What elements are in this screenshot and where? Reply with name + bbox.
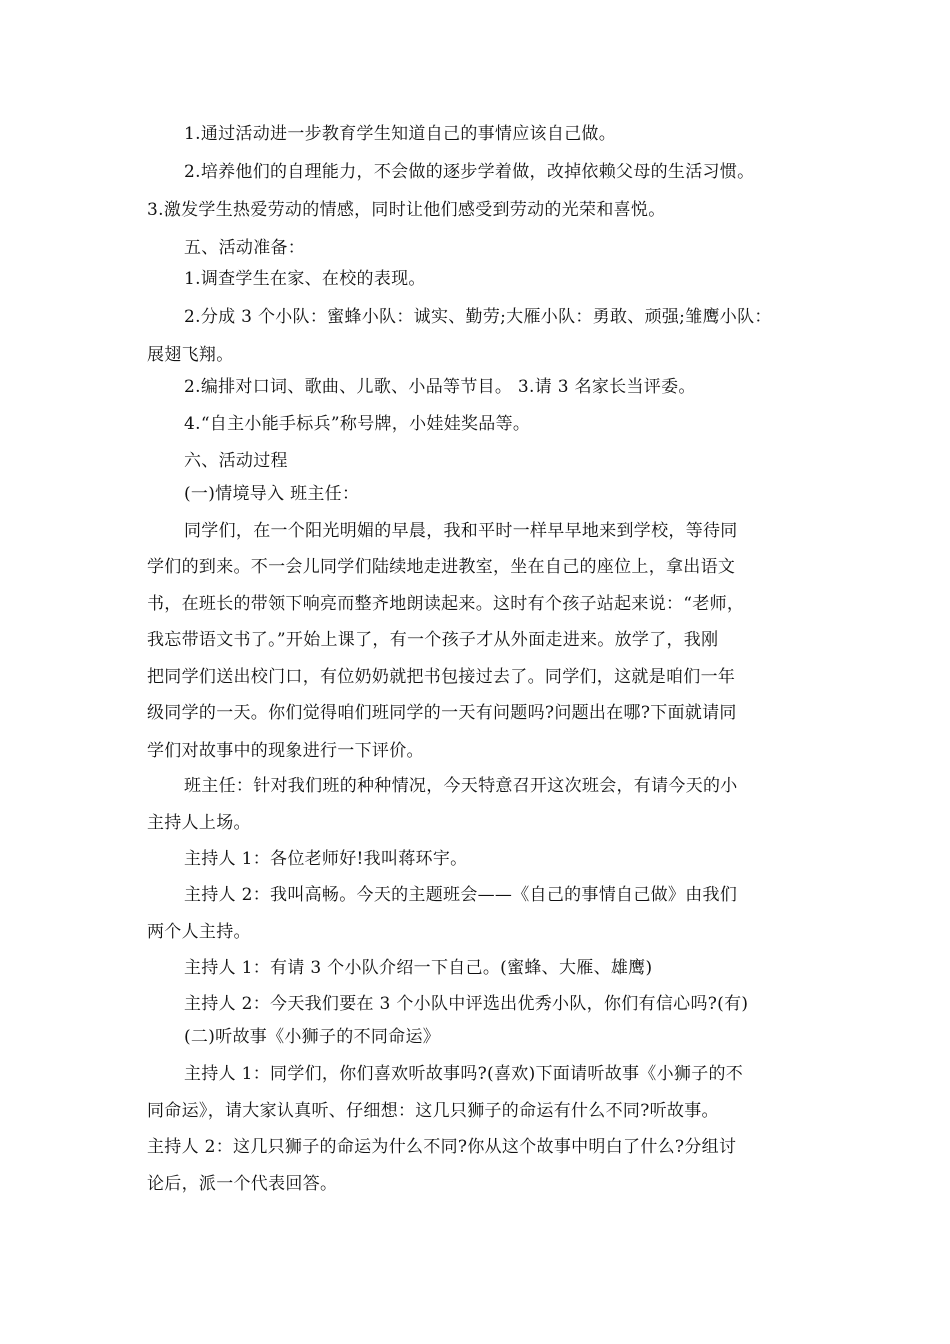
teacher-line-1: 班主任：针对我们班的种种情况，今天特意召开这次班会，有请今天的小 — [184, 776, 738, 796]
story-line-6: 级同学的一天。你们觉得咱们班同学的一天有问题吗?问题出在哪?下面就请同 — [147, 703, 737, 723]
host2-line-2: 主持人 2：今天我们要在 3 个小队中评选出优秀小队，你们有信心吗?(有) — [184, 994, 749, 1014]
section-heading-preparation: 五、活动准备： — [184, 238, 306, 258]
preparation-line-2: 2.分成 3 个小队：蜜蜂小队：诚实、勤劳;大雁小队：勇敢、顽强;雏鹰小队： — [184, 307, 772, 327]
story-line-3: 书，在班长的带领下响亮而整齐地朗读起来。这时有个孩子站起来说：“老师， — [147, 594, 745, 614]
host2-line-1: 主持人 2：我叫高畅。今天的主题班会——《自己的事情自己做》由我们 — [184, 885, 738, 905]
host1-line-3: 主持人 1：同学们，你们喜欢听故事吗?(喜欢)下面请听故事《小狮子的不 — [184, 1064, 744, 1084]
story-line-7: 学们对故事中的现象进行一下评价。 — [147, 741, 424, 761]
section-heading-process: 六、活动过程 — [184, 451, 288, 471]
preparation-line-4: 4.“自主小能手标兵”称号牌，小娃娃奖品等。 — [184, 414, 531, 434]
goal-line-3: 3.激发学生热爱劳动的情感，同时让他们感受到劳动的光荣和喜悦。 — [147, 200, 666, 220]
subsection-heading-story: (二)听故事《小狮子的不同命运》 — [184, 1027, 441, 1047]
goal-line-1: 1.通过活动进一步教育学生知道自己的事情应该自己做。 — [184, 124, 617, 144]
host2-line-1-cont: 两个人主持。 — [147, 922, 251, 942]
story-line-1: 同学们，在一个阳光明媚的早晨，我和平时一样早早地来到学校，等待同 — [184, 521, 738, 541]
host2-line-3: 主持人 2：这几只狮子的命运为什么不同?你从这个故事中明白了什么?分组讨 — [147, 1137, 737, 1157]
preparation-line-2-cont: 展翅飞翔。 — [147, 345, 234, 365]
story-line-2: 学们的到来。不一会儿同学们陆续地走进教室，坐在自己的座位上，拿出语文 — [147, 557, 736, 577]
host1-line-3-cont: 同命运》，请大家认真听、仔细想：这几只狮子的命运有什么不同?听故事。 — [147, 1101, 719, 1121]
preparation-line-1: 1.调查学生在家、在校的表现。 — [184, 269, 426, 289]
host1-line-2: 主持人 1：有请 3 个小队介绍一下自己。(蜜蜂、大雁、雄鹰) — [184, 958, 653, 978]
story-line-5: 把同学们送出校门口，有位奶奶就把书包接过去了。同学们，这就是咱们一年 — [147, 667, 736, 687]
host1-line-1: 主持人 1：各位老师好!我叫蒋环宇。 — [184, 849, 468, 869]
subsection-heading-intro: (一)情境导入 班主任： — [184, 484, 360, 504]
teacher-line-2: 主持人上场。 — [147, 813, 251, 833]
preparation-line-3: 2.编排对口词、歌曲、儿歌、小品等节目。 3.请 3 名家长当评委。 — [184, 377, 696, 397]
host2-line-3-cont: 论后，派一个代表回答。 — [147, 1174, 338, 1194]
goal-line-2: 2.培养他们的自理能力，不会做的逐步学着做，改掉依赖父母的生活习惯。 — [184, 162, 755, 182]
story-line-4: 我忘带语文书了。”开始上课了，有一个孩子才从外面走进来。放学了，我刚 — [147, 630, 719, 650]
